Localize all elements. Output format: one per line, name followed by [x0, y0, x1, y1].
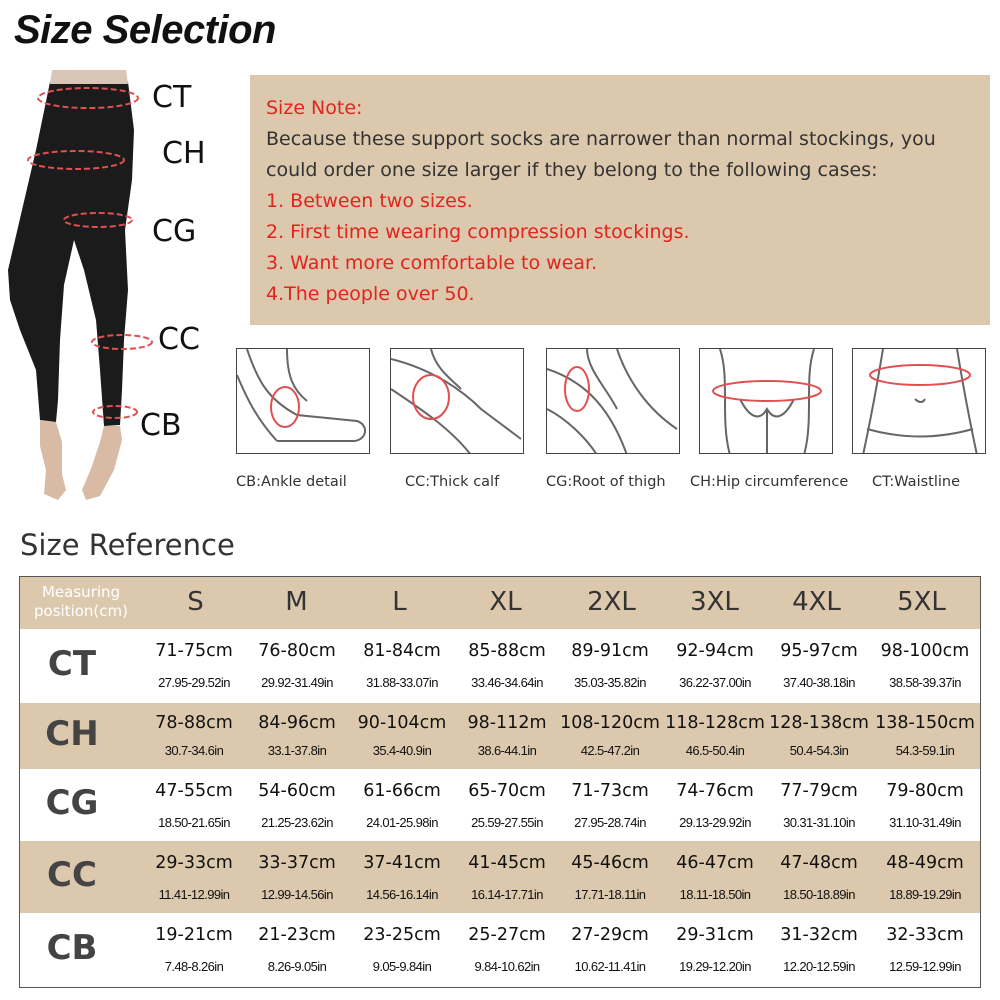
inch-value: 50.4-54.3in [789, 743, 849, 758]
size-header: 4XL [792, 587, 841, 617]
cm-value: 79-80cm [886, 781, 964, 801]
inch-value: 33.46-34.64in [471, 675, 543, 690]
cm-value: 29-31cm [676, 925, 754, 945]
cm-value: 65-70cm [468, 781, 546, 801]
hip-measure-icon [699, 348, 833, 454]
inch-value: 25.59-27.55in [471, 815, 543, 830]
cm-value: 74-76cm [676, 781, 754, 801]
cm-value: 41-45cm [468, 853, 546, 873]
row-label: CG [45, 783, 99, 823]
size-header: 3XL [690, 587, 739, 617]
cm-value: 98-100cm [880, 641, 970, 661]
caption-waist: CT:Waistline [872, 474, 961, 490]
inch-value: 18.50-21.65in [158, 815, 230, 830]
cm-value: 138-150cm [875, 713, 975, 733]
inch-value: 35.4-40.9in [372, 743, 432, 758]
caption-ankle: CB:Ankle detail [236, 474, 347, 490]
cm-value: 85-88cm [468, 641, 546, 661]
inch-value: 31.88-33.07in [366, 675, 438, 690]
label-ch: CH [162, 136, 206, 171]
size-note-heading: Size Note: [266, 97, 363, 119]
thigh-measure-icon [546, 348, 680, 454]
cm-value: 31-32cm [780, 925, 858, 945]
inch-value: 29.13-29.92in [679, 815, 751, 830]
cm-value: 76-80cm [258, 641, 336, 661]
inch-value: 38.6-44.1in [477, 743, 537, 758]
cm-value: 71-75cm [155, 641, 233, 661]
caption-thigh: CG:Root of thigh [546, 474, 666, 490]
size-header: M [285, 587, 308, 617]
inch-value: 36.22-37.00in [679, 675, 751, 690]
label-ct: CT [152, 80, 192, 115]
cm-value: 128-138cm [769, 713, 869, 733]
inch-value: 11.41-12.99in [158, 887, 230, 902]
cm-value: 71-73cm [571, 781, 649, 801]
size-note-case-4: 4.The people over 50. [266, 283, 475, 305]
inch-value: 14.56-16.14in [366, 887, 438, 902]
page-title: Size Selection [14, 8, 276, 52]
inch-value: 18.11-18.50in [679, 887, 751, 902]
caption-calf: CC:Thick calf [405, 474, 500, 490]
cm-value: 21-23cm [258, 925, 336, 945]
cm-value: 48-49cm [886, 853, 964, 873]
cm-value: 25-27cm [468, 925, 546, 945]
inch-value: 12.59-12.99in [889, 959, 961, 974]
cm-value: 19-21cm [155, 925, 233, 945]
row-label: CT [47, 644, 97, 684]
size-note-box [250, 75, 990, 325]
inch-value: 8.26-9.05in [267, 959, 327, 974]
size-reference-table [19, 576, 981, 988]
inch-value: 30.7-34.6in [164, 743, 224, 758]
table-row [20, 841, 980, 913]
inch-value: 10.62-11.41in [574, 959, 646, 974]
row-label: CH [45, 714, 99, 754]
cm-value: 29-33cm [155, 853, 233, 873]
size-note-body: Because these support socks are narrower than normal stockings, you could order one size larger if they belong to the following cases: [266, 128, 936, 181]
table-row [20, 703, 980, 769]
cm-value: 32-33cm [886, 925, 964, 945]
cm-value: 47-55cm [155, 781, 233, 801]
label-cg: CG [152, 214, 197, 249]
inch-value: 35.03-35.82in [574, 675, 646, 690]
inch-value: 16.14-17.71in [471, 887, 543, 902]
row-label: CB [46, 928, 98, 968]
leggings-figure [0, 70, 240, 510]
cm-value: 23-25cm [363, 925, 441, 945]
inch-value: 27.95-28.74in [574, 815, 646, 830]
cm-value: 54-60cm [258, 781, 336, 801]
label-cb: CB [140, 408, 182, 443]
calf-measure-icon [390, 348, 524, 454]
measuring-position-header: Measuring position(cm) [34, 583, 128, 620]
cm-value: 92-94cm [676, 641, 754, 661]
cm-value: 81-84cm [363, 641, 441, 661]
inch-value: 17.71-18.11in [574, 887, 646, 902]
cm-value: 108-120cm [560, 713, 660, 733]
cm-value: 98-112m [467, 713, 547, 733]
inch-value: 12.20-12.59in [783, 959, 855, 974]
inch-value: 18.50-18.89in [783, 887, 855, 902]
inch-value: 30.31-31.10in [783, 815, 855, 830]
inch-value: 54.3-59.1in [895, 743, 955, 758]
cm-value: 77-79cm [780, 781, 858, 801]
cm-value: 89-91cm [571, 641, 649, 661]
inch-value: 24.01-25.98in [366, 815, 438, 830]
inch-value: 18.89-19.29in [889, 887, 961, 902]
inch-value: 9.05-9.84in [372, 959, 432, 974]
size-header: XL [489, 587, 522, 617]
cm-value: 27-29cm [571, 925, 649, 945]
size-header: S [187, 587, 204, 617]
row-label: CC [47, 855, 97, 895]
inch-value: 46.5-50.4in [685, 743, 745, 758]
label-cc: CC [158, 322, 200, 357]
inch-value: 19.29-12.20in [679, 959, 751, 974]
size-reference-title: Size Reference [20, 528, 235, 562]
cm-value: 78-88cm [155, 713, 233, 733]
size-note-case-2: 2. First time wearing compression stockings. [266, 221, 690, 243]
table-header-row [20, 577, 980, 629]
size-header: 5XL [897, 587, 946, 617]
table-row [20, 913, 980, 987]
caption-hip: CH:Hip circumference [690, 474, 849, 490]
cm-value: 37-41cm [363, 853, 441, 873]
inch-value: 21.25-23.62in [261, 815, 333, 830]
inch-value: 42.5-47.2in [580, 743, 640, 758]
inch-value: 27.95-29.52in [158, 675, 230, 690]
inch-value: 31.10-31.49in [889, 815, 961, 830]
inch-value: 12.99-14.56in [261, 887, 333, 902]
size-header: 2XL [587, 587, 636, 617]
inch-value: 33.1-37.8in [267, 743, 327, 758]
cm-value: 47-48cm [780, 853, 858, 873]
size-note-case-1: 1. Between two sizes. [266, 190, 473, 212]
cm-value: 33-37cm [258, 853, 336, 873]
cm-value: 61-66cm [363, 781, 441, 801]
inch-value: 7.48-8.26in [164, 959, 224, 974]
cm-value: 118-128cm [665, 713, 765, 733]
table-row [20, 629, 980, 703]
waist-measure-icon [852, 348, 986, 454]
size-header: L [392, 587, 407, 617]
cm-value: 95-97cm [780, 641, 858, 661]
cm-value: 45-46cm [571, 853, 649, 873]
table-row [20, 769, 980, 841]
cm-value: 90-104cm [357, 713, 447, 733]
size-note-case-3: 3. Want more comfortable to wear. [266, 252, 598, 274]
ankle-measure-icon [236, 348, 370, 454]
inch-value: 29.92-31.49in [261, 675, 333, 690]
inch-value: 9.84-10.62in [474, 959, 540, 974]
inch-value: 37.40-38.18in [783, 675, 855, 690]
cm-value: 46-47cm [676, 853, 754, 873]
cm-value: 84-96cm [258, 713, 336, 733]
inch-value: 38.58-39.37in [889, 675, 961, 690]
